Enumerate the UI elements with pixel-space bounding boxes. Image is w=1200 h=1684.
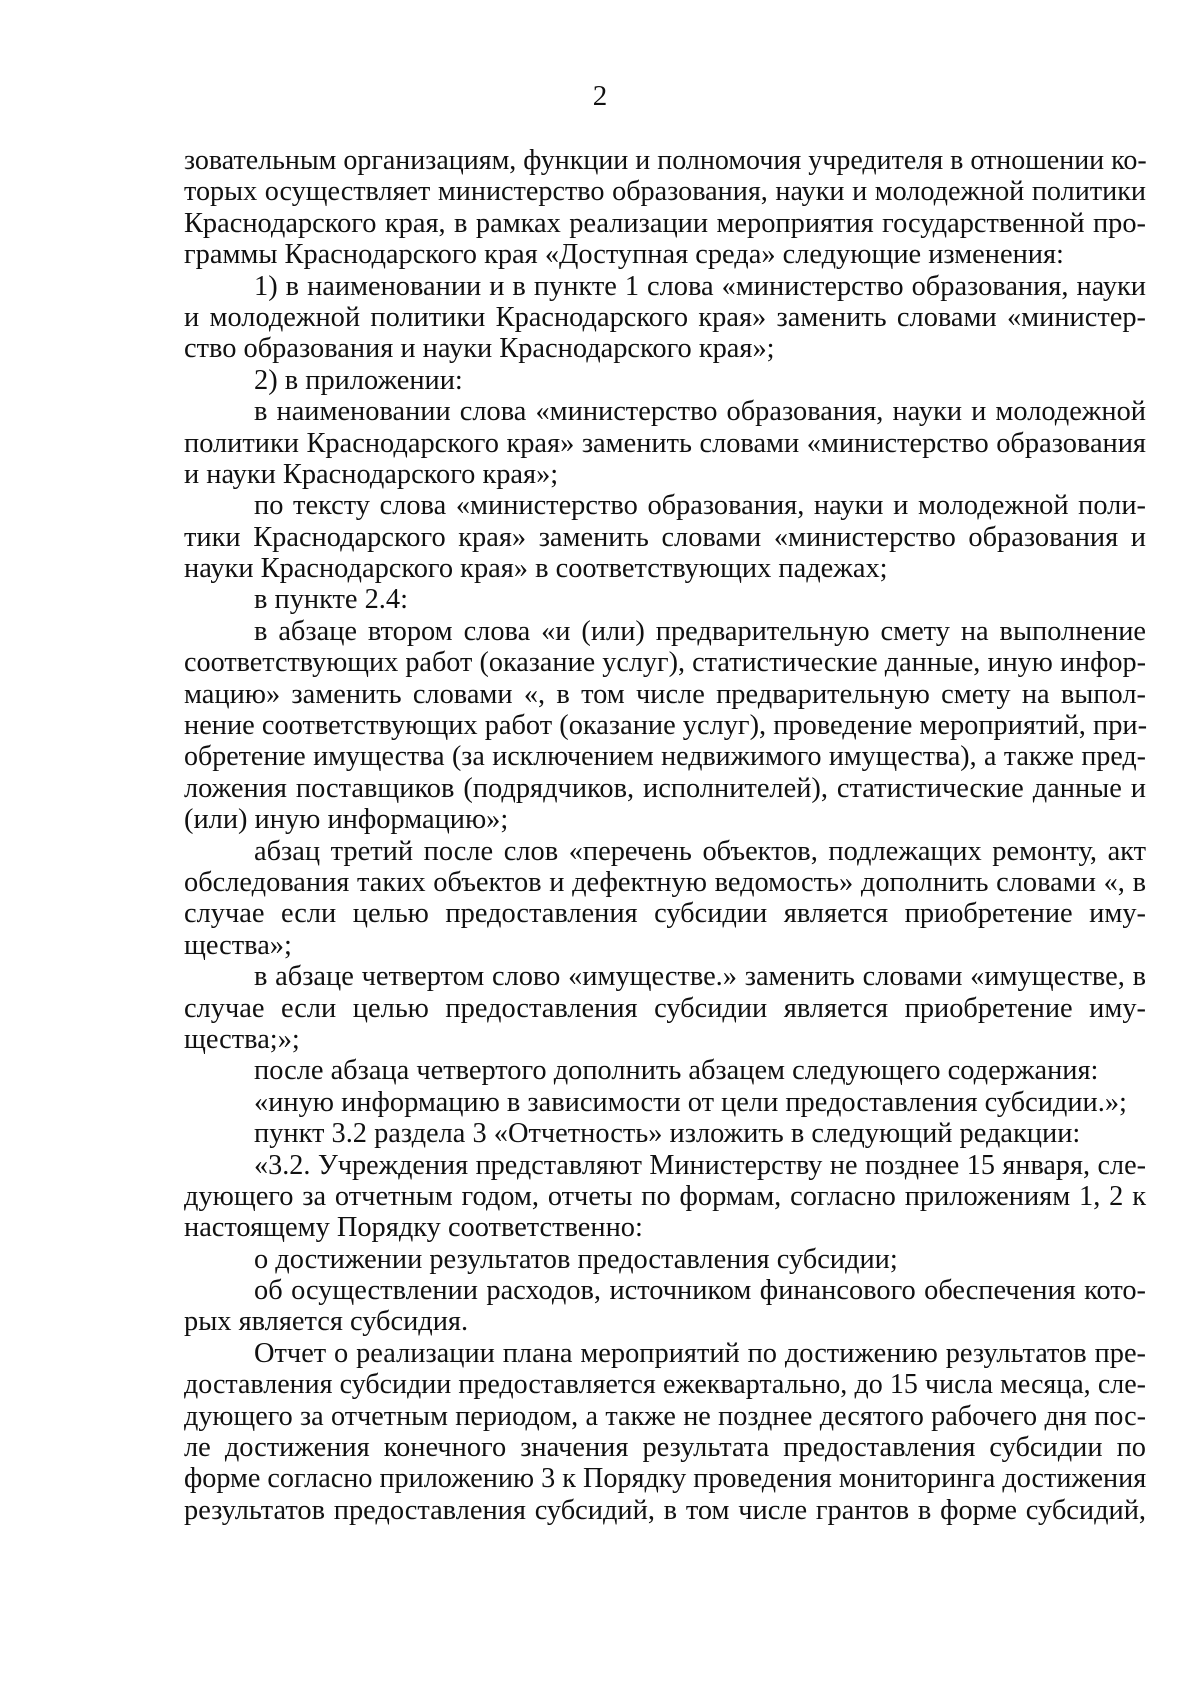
text-line: в абзаце втором слова «и (или) предварительную смету на выполнение	[254, 615, 1146, 647]
text-line: щества;»;	[184, 1023, 300, 1055]
text-line: 1) в наименовании и в пункте 1 слова «министерство образования, науки	[254, 270, 1146, 302]
text-line: «3.2. Учреждения представляют Министерству не позднее 15 января, сле-	[254, 1149, 1146, 1181]
document-body	[184, 145, 1146, 1526]
text-line: Отчет о реализации плана мероприятий по достижению результатов пре-	[254, 1337, 1146, 1369]
text-line: случае если целью предоставления субсидии является приобретение иму-	[184, 898, 1146, 930]
text-line: (или) иную информацию»;	[184, 804, 509, 836]
text-line: настоящему Порядку соответственно:	[184, 1212, 643, 1244]
text-line: рых является субсидия.	[184, 1306, 469, 1338]
text-line: в пункте 2.4:	[254, 584, 408, 616]
text-line: соответствующих работ (оказание услуг), статистические данные, иную инфор-	[184, 647, 1146, 679]
text-line: и молодежной политики Краснодарского края» заменить словами «министер-	[184, 301, 1146, 333]
text-line: ле достижения конечного значения результата предоставления субсидии по	[184, 1432, 1146, 1464]
text-line: результатов предоставления субсидий, в том числе грантов в форме субсидий,	[184, 1494, 1146, 1526]
text-line: ложения поставщиков (подрядчиков, исполнителей), статистические данные и	[184, 772, 1146, 804]
text-line: пункт 3.2 раздела 3 «Отчетность» изложить в следующий редакции:	[254, 1118, 1081, 1150]
text-line: «иную информацию в зависимости от цели предоставления субсидии.»;	[254, 1086, 1127, 1118]
text-line: дующего за отчетным периодом, а также не позднее десятого рабочего дня пос-	[184, 1400, 1146, 1432]
text-line: науки Краснодарского края» в соответствующих падежах;	[184, 553, 888, 585]
text-line: после абзаца четвертого дополнить абзацем следующего содержания:	[254, 1055, 1099, 1087]
text-line: политики Краснодарского края» заменить словами «министерство образования	[184, 427, 1146, 459]
text-line: об осуществлении расходов, источником финансового обеспечения кото-	[254, 1275, 1146, 1307]
text-line: случае если целью предоставления субсидии является приобретение иму-	[184, 992, 1146, 1024]
text-line: нение соответствующих работ (оказание услуг), проведение мероприятий, при-	[184, 710, 1148, 742]
text-line: дующего за отчетным годом, отчеты по формам, согласно приложениям 1, 2 к	[184, 1180, 1146, 1212]
page-number: 2	[592, 80, 608, 112]
text-line: форме согласно приложению 3 к Порядку проведения мониторинга достижения	[184, 1463, 1147, 1495]
text-line: в абзаце четвертом слово «имуществе.» заменить словами «имуществе, в	[254, 961, 1146, 993]
text-line: тики Краснодарского края» заменить словами «министерство образования и	[184, 521, 1146, 553]
text-line: и науки Краснодарского края»;	[184, 458, 559, 490]
text-line: зовательным организациям, функции и полномочия учредителя в отношении ко-	[184, 145, 1147, 176]
text-line: мацию» заменить словами «, в том числе предварительную смету на выпол-	[184, 678, 1146, 710]
text-line: в наименовании слова «министерство образования, науки и молодежной	[254, 396, 1146, 428]
text-line: обследования таких объектов и дефектную ведомость» дополнить словами «, в	[184, 866, 1146, 898]
text-line: абзац третий после слов «перечень объектов, подлежащих ремонту, акт	[254, 835, 1146, 867]
text-line: по тексту слова «министерство образования, науки и молодежной поли-	[254, 490, 1146, 522]
text-line: ство образования и науки Краснодарского края»;	[184, 333, 775, 365]
text-line: обретение имущества (за исключением недвижимого имущества), а также пред-	[184, 741, 1146, 773]
text-line: граммы Краснодарского края «Доступная среда» следующие изменения:	[184, 239, 1064, 271]
text-line: Краснодарского края, в рамках реализации мероприятия государственной про-	[184, 207, 1146, 239]
text-line: щества»;	[184, 929, 292, 961]
text-line: о достижении результатов предоставления субсидии;	[254, 1243, 898, 1275]
text-line: торых осуществляет министерство образования, науки и молодежной политики	[184, 176, 1146, 208]
text-line: доставления субсидии предоставляется ежеквартально, до 15 числа месяца, сле-	[184, 1369, 1146, 1401]
text-line: 2) в приложении:	[254, 364, 463, 396]
